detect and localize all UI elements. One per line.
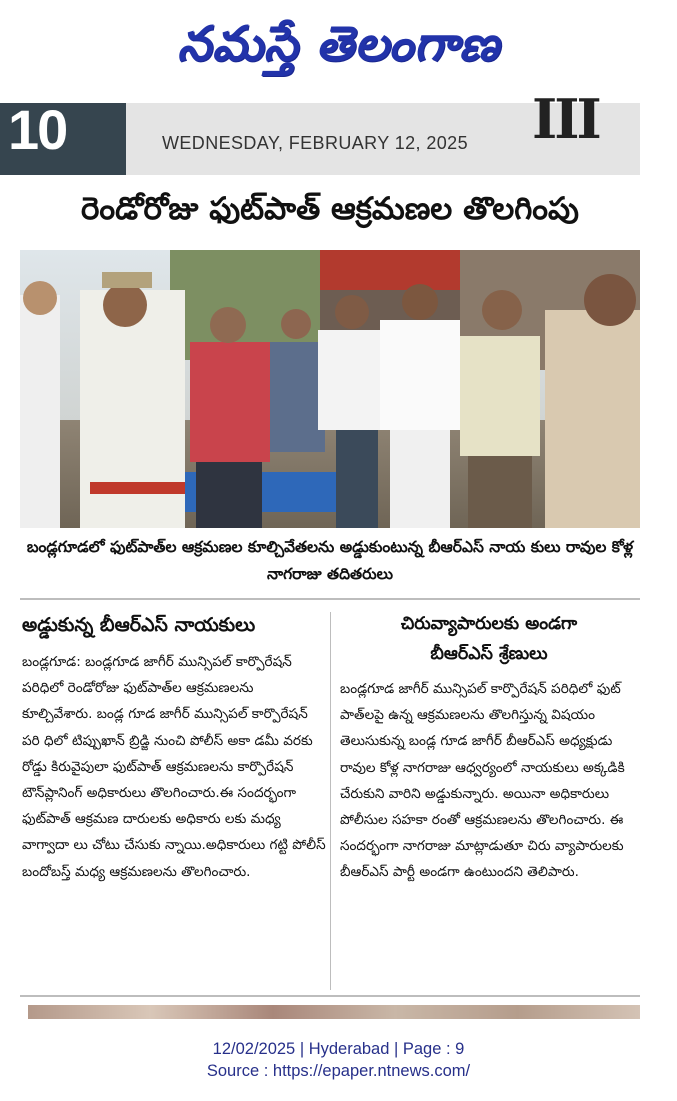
- date-band: [0, 87, 640, 175]
- right-article-title-line1: చిరువ్యాపారులకు అండగా: [400, 614, 578, 634]
- publication-date: WEDNESDAY, FEBRUARY 12, 2025: [162, 133, 468, 153]
- right-article: [340, 614, 638, 984]
- left-article-body: బండ్లగూడ: బండ్లగూడ జాగీర్ మున్సిపల్ కార్పొరేషన్ పరిధిలో రెండోరోజు ఫుట్‌పాత్‌ల ఆక్రమణలను కూల్చివేశారు. బండ్ల గూడ జాగీర్ మున్సిపల్ కార్పొరేషన్ పరి ధిలో టిప్పుఖాన్ బ్రిడ్జి నుంచి పోలీస్ అకా డమీ వరకు రోడ్డు కిరువైపులా ఫుట్‌పాత్ ఆక్రమణలను కార్పొరేషన్ టౌన్‌ప్లానింగ్ అధికారులు తొలగించారు.ఈ సందర్భంగా ఫుట్‌పాత్ ఆక్రమణ దారులకు అధికారు లకు మధ్య వాగ్వాదా లు చోటు చేసుకు న్నాయి.అధికారులు గట్టి పోలీస్ బందోబస్త్ మధ్య ఆక్రమణలను తొలగించారు.: [22, 654, 326, 880]
- newspaper-logo: నమస్తే తెలంగాణ: [177, 16, 500, 72]
- next-article-strip: [28, 1005, 640, 1019]
- divider: [20, 598, 640, 600]
- news-photo: [20, 250, 640, 528]
- page-footer: [0, 1038, 677, 1082]
- edition-info: 12/02/2025 | Hyderabad | Page : 9: [212, 1040, 465, 1058]
- left-article-title: అడ్డుకున్న బీఆర్‌ఎస్ నాయకులు: [22, 614, 256, 636]
- article-headline: రెండోరోజు ఫుట్‌పాత్ ఆక్రమణల తొలగింపు: [81, 190, 579, 227]
- cropped-logo-fragment: 10: [8, 103, 67, 161]
- masthead: [0, 0, 677, 100]
- right-article-body: బండ్లగూడ జాగీర్ మున్సిపల్ కార్పొరేషన్ పరిధిలో ఫుట్ పాత్‌లపై ఉన్న ఆక్రమణలను తొలగిస్తున్న విషయం తెలుసుకున్న బండ్ల గూడ జాగీర్ బీఆర్‌ఎస్ అధ్యక్షుడు రావుల కోళ్ల నాగరాజు ఆధ్వర్యంలో నాయకులు అక్కడికి చేరుకుని వారిని అడ్డుకున్నారు. అయినా అధికారులు పోలీసుల సహకా రంతో ఆక్రమణలను తొలగించారు. ఈ సందర్భంగా నాగరాజు మాట్లాడుతూ చిరు వ్యాపారులకు బీఆర్‌ఎస్ పార్టీ అండగా ఉంటుందని తెలిపారు.: [340, 681, 625, 881]
- column-divider: [330, 612, 331, 990]
- right-article-title-line2: బీఆర్‌ఎస్ శ్రేణులు: [430, 644, 548, 664]
- cropped-logo-fragment-right: III: [532, 87, 599, 151]
- divider-bottom: [20, 995, 640, 997]
- source-link[interactable]: Source : https://epaper.ntnews.com/: [206, 1062, 471, 1080]
- photo-caption: బండ్లగూడలో ఫుట్‌పాత్‌ల ఆక్రమణల కూల్చివేతలను అడ్డుకుంటున్న బీఆర్‌ఎస్ నాయ కులు రావుల కోళ్ల నాగరాజు తదితరులు: [26, 538, 634, 583]
- left-article: [22, 614, 326, 984]
- photo-illustration: [20, 250, 640, 528]
- date-band-dark-block: [0, 103, 126, 175]
